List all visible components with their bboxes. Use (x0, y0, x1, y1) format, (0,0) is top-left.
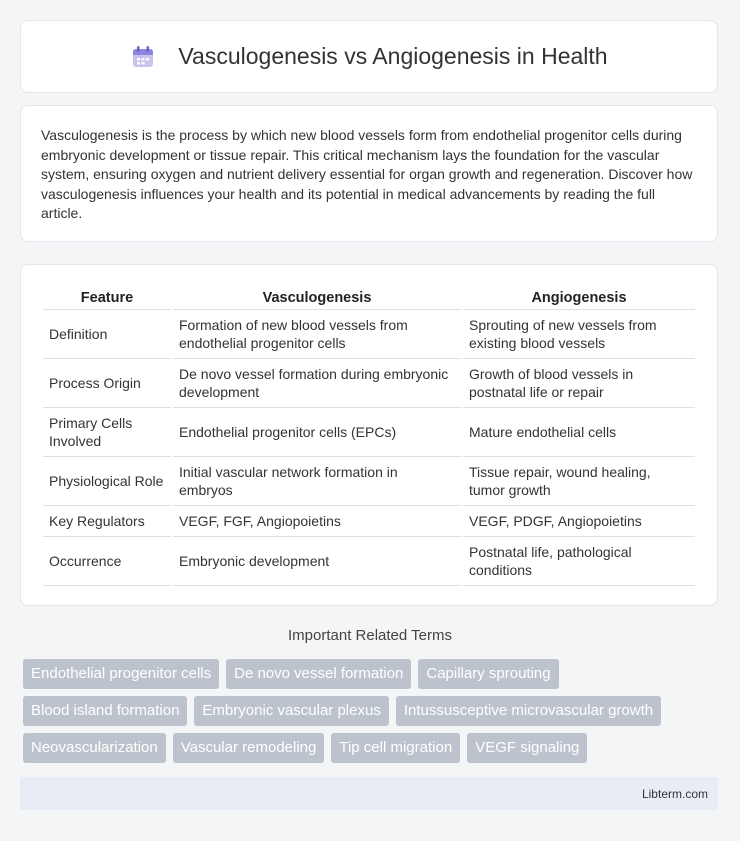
table-cell-vasculogenesis: Initial vascular network formation in embryos (173, 457, 461, 506)
table-row (43, 359, 695, 408)
column-header-vasculogenesis: Vasculogenesis (173, 285, 461, 310)
related-terms-tags (23, 659, 723, 770)
tag-row (23, 659, 723, 689)
table-cell-angiogenesis: Sprouting of new vessels from existing blood vessels (463, 310, 695, 359)
comparison-table (41, 285, 697, 586)
table-cell-feature: Definition (43, 310, 171, 359)
tag-link[interactable]: Neovascularization (23, 733, 166, 763)
table-cell-vasculogenesis: Endothelial progenitor cells (EPCs) (173, 408, 461, 457)
table-cell-feature: Occurrence (43, 537, 171, 586)
tag-link[interactable]: Endothelial progenitor cells (23, 659, 219, 689)
tag-row (23, 696, 723, 726)
footer-site-link[interactable]: Libterm.com (641, 786, 708, 801)
table-header-row (43, 285, 695, 310)
table-cell-angiogenesis: Mature endothelial cells (463, 408, 695, 457)
table-cell-vasculogenesis: De novo vessel formation during embryonic development (173, 359, 461, 408)
table-cell-angiogenesis: Postnatal life, pathological conditions (463, 537, 695, 586)
tag-link[interactable]: VEGF signaling (467, 733, 587, 763)
table-cell-feature: Primary Cells Involved (43, 408, 171, 457)
comparison-table-card (20, 264, 718, 606)
table-row (43, 408, 695, 457)
tag-link[interactable]: Embryonic vascular plexus (194, 696, 388, 726)
tag-row (23, 733, 723, 763)
table-cell-angiogenesis: Growth of blood vessels in postnatal life or repair (463, 359, 695, 408)
table-row (43, 506, 695, 537)
table-row (43, 457, 695, 506)
table-row (43, 537, 695, 586)
tag-link[interactable]: Vascular remodeling (173, 733, 325, 763)
footer (20, 777, 718, 810)
tag-link[interactable]: De novo vessel formation (226, 659, 411, 689)
tag-link[interactable]: Intussusceptive microvascular growth (396, 696, 661, 726)
tag-link[interactable]: Capillary sprouting (418, 659, 558, 689)
calendar-icon (130, 44, 156, 70)
table-cell-feature: Key Regulators (43, 506, 171, 537)
table-cell-feature: Process Origin (43, 359, 171, 408)
table-cell-angiogenesis: VEGF, PDGF, Angiopoietins (463, 506, 695, 537)
intro-text: Vasculogenesis is the process by which new blood vessels form from endothelial progenitor cells during embryonic development or tissue repair. This critical mechanism lays the foundation for the vascular system, ensuring oxygen and nutrient delivery essential for organ growth and regeneration. Discover how vasculogenesis influences your health and its potential in medical advancements by reading the full article. (41, 127, 693, 222)
table-cell-vasculogenesis: Embryonic development (173, 537, 461, 586)
table-row (43, 310, 695, 359)
header-card (20, 20, 718, 93)
related-terms-title: Important Related Terms (288, 627, 452, 644)
title-wrap (130, 43, 607, 70)
table-cell-vasculogenesis: Formation of new blood vessels from endothelial progenitor cells (173, 310, 461, 359)
tag-link[interactable]: Blood island formation (23, 696, 187, 726)
table-cell-vasculogenesis: VEGF, FGF, Angiopoietins (173, 506, 461, 537)
page-title: Vasculogenesis vs Angiogenesis in Health (178, 43, 608, 69)
column-header-feature: Feature (43, 285, 171, 310)
tag-link[interactable]: Tip cell migration (331, 733, 460, 763)
intro-card (20, 105, 718, 242)
column-header-angiogenesis: Angiogenesis (463, 285, 695, 310)
table-cell-angiogenesis: Tissue repair, wound healing, tumor growth (463, 457, 695, 506)
table-cell-feature: Physiological Role (43, 457, 171, 506)
